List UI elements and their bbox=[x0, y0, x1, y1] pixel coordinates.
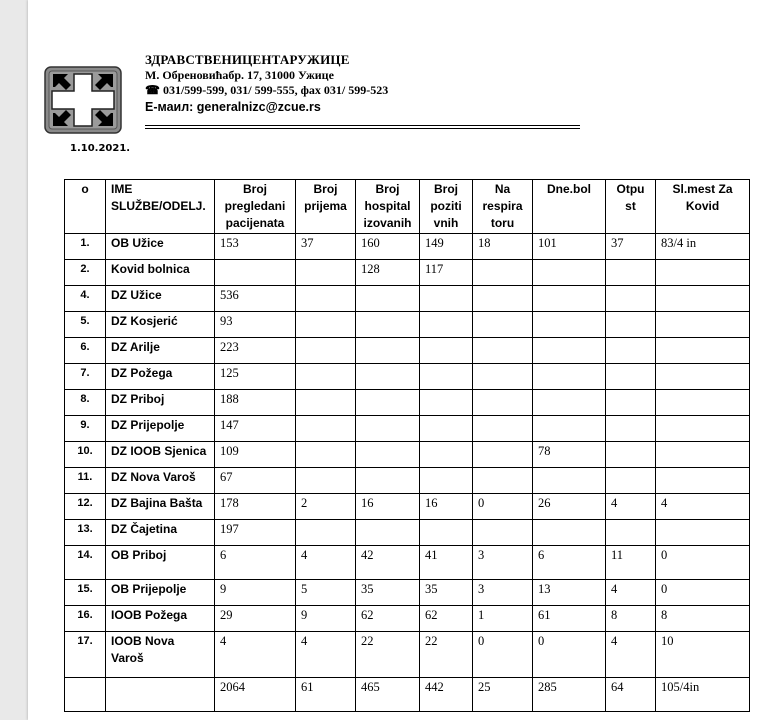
cell-hospitalizovanih: 22 bbox=[356, 632, 420, 678]
cell-no: 2. bbox=[65, 260, 106, 286]
cell-pozitivnih: 117 bbox=[420, 260, 473, 286]
cell-hospitalizovanih bbox=[356, 312, 420, 338]
cell-hospitalizovanih bbox=[356, 338, 420, 364]
cell-slmest: 4 bbox=[656, 494, 750, 520]
cell-hospitalizovanih bbox=[356, 442, 420, 468]
table-row bbox=[65, 632, 750, 678]
cell-pozitivnih bbox=[420, 286, 473, 312]
cell-no: 7. bbox=[65, 364, 106, 390]
cell-dnebol bbox=[533, 390, 606, 416]
cell-pozitivnih: 442 bbox=[420, 678, 473, 712]
cell-name: IOOB Nova Varoš bbox=[106, 632, 215, 678]
cell-pregledani: 6 bbox=[215, 546, 296, 580]
cell-hospitalizovanih bbox=[356, 416, 420, 442]
cell-dnebol bbox=[533, 468, 606, 494]
cell-pozitivnih bbox=[420, 468, 473, 494]
cell-dnebol bbox=[533, 312, 606, 338]
cell-hospitalizovanih bbox=[356, 520, 420, 546]
cell-slmest bbox=[656, 390, 750, 416]
cell-pozitivnih bbox=[420, 520, 473, 546]
col-header-no: o bbox=[65, 180, 106, 234]
cell-respirator bbox=[473, 312, 533, 338]
cell-respirator: 3 bbox=[473, 580, 533, 606]
report-table bbox=[64, 179, 750, 712]
col-header-dnebol: Dne.bol bbox=[533, 180, 606, 234]
cell-dnebol: 0 bbox=[533, 632, 606, 678]
table-row bbox=[65, 580, 750, 606]
cell-pozitivnih: 16 bbox=[420, 494, 473, 520]
cell-pozitivnih bbox=[420, 312, 473, 338]
cell-pregledani: 109 bbox=[215, 442, 296, 468]
cell-no: 17. bbox=[65, 632, 106, 678]
cell-otpust bbox=[606, 338, 656, 364]
cell-otpust bbox=[606, 260, 656, 286]
cell-name: DZ Priboj bbox=[106, 390, 215, 416]
cell-pregledani: 67 bbox=[215, 468, 296, 494]
table-row bbox=[65, 390, 750, 416]
cell-prijema: 2 bbox=[296, 494, 356, 520]
cell-name: DZ Bajina Bašta bbox=[106, 494, 215, 520]
cell-respirator: 0 bbox=[473, 632, 533, 678]
cell-respirator bbox=[473, 364, 533, 390]
cell-no: 11. bbox=[65, 468, 106, 494]
cell-name: DZ Prijepolje bbox=[106, 416, 215, 442]
table-row bbox=[65, 442, 750, 468]
document-page bbox=[28, 0, 765, 720]
cell-prijema bbox=[296, 390, 356, 416]
cell-name: OB Priboj bbox=[106, 546, 215, 580]
col-header-hospitalizovanih: Broj hospital izovanih bbox=[356, 180, 420, 234]
cell-respirator bbox=[473, 286, 533, 312]
institution-phone: ☎ 031/599-599, 031/ 599-555, фах 031/ 599-523 bbox=[145, 83, 389, 97]
cell-respirator: 1 bbox=[473, 606, 533, 632]
cell-respirator bbox=[473, 260, 533, 286]
cell-pregledani: 93 bbox=[215, 312, 296, 338]
cell-pregledani: 147 bbox=[215, 416, 296, 442]
cell-hospitalizovanih: 16 bbox=[356, 494, 420, 520]
cell-otpust bbox=[606, 442, 656, 468]
cell-slmest bbox=[656, 260, 750, 286]
cell-name: DZ Arilje bbox=[106, 338, 215, 364]
cell-slmest: 83/4 in bbox=[656, 234, 750, 260]
cell-hospitalizovanih: 465 bbox=[356, 678, 420, 712]
cell-pregledani bbox=[215, 260, 296, 286]
cell-dnebol bbox=[533, 364, 606, 390]
cell-dnebol bbox=[533, 260, 606, 286]
cell-pozitivnih: 41 bbox=[420, 546, 473, 580]
medical-cross-arrows-logo bbox=[44, 66, 122, 134]
cell-name: DZ Požega bbox=[106, 364, 215, 390]
cell-otpust bbox=[606, 364, 656, 390]
table-row bbox=[65, 286, 750, 312]
table-row bbox=[65, 364, 750, 390]
col-header-slmest: Sl.mest Za Kovid bbox=[656, 180, 750, 234]
cell-otpust bbox=[606, 390, 656, 416]
institution-name: ЗДРАВСТВЕНИЦЕНТАРУЖИЦЕ bbox=[145, 52, 350, 67]
cell-hospitalizovanih: 35 bbox=[356, 580, 420, 606]
cell-pozitivnih bbox=[420, 390, 473, 416]
cell-no: 1. bbox=[65, 234, 106, 260]
cell-slmest bbox=[656, 468, 750, 494]
cell-pozitivnih: 62 bbox=[420, 606, 473, 632]
cell-prijema: 9 bbox=[296, 606, 356, 632]
cell-prijema bbox=[296, 364, 356, 390]
cell-slmest bbox=[656, 520, 750, 546]
table-body bbox=[65, 234, 750, 712]
cell-prijema: 5 bbox=[296, 580, 356, 606]
cell-slmest bbox=[656, 312, 750, 338]
cell-slmest: 105/4in bbox=[656, 678, 750, 712]
cell-hospitalizovanih bbox=[356, 390, 420, 416]
table-row bbox=[65, 338, 750, 364]
cell-respirator bbox=[473, 520, 533, 546]
col-header-prijema: Broj prijema bbox=[296, 180, 356, 234]
cell-dnebol: 78 bbox=[533, 442, 606, 468]
cell-slmest: 8 bbox=[656, 606, 750, 632]
table-row bbox=[65, 468, 750, 494]
col-header-otpust: Otpu st bbox=[606, 180, 656, 234]
header-rule-bottom bbox=[145, 128, 580, 129]
cell-name bbox=[106, 678, 215, 712]
cell-no: 14. bbox=[65, 546, 106, 580]
col-header-pozitivnih: Broj poziti vnih bbox=[420, 180, 473, 234]
cell-dnebol: 285 bbox=[533, 678, 606, 712]
cell-pozitivnih: 35 bbox=[420, 580, 473, 606]
cell-dnebol: 61 bbox=[533, 606, 606, 632]
cell-otpust: 4 bbox=[606, 494, 656, 520]
cell-slmest: 10 bbox=[656, 632, 750, 678]
cell-name: OB Užice bbox=[106, 234, 215, 260]
cell-prijema: 4 bbox=[296, 546, 356, 580]
cell-pregledani: 223 bbox=[215, 338, 296, 364]
table-row bbox=[65, 546, 750, 580]
cell-pregledani: 29 bbox=[215, 606, 296, 632]
cell-dnebol bbox=[533, 286, 606, 312]
cell-respirator: 25 bbox=[473, 678, 533, 712]
cell-name: Kovid bolnica bbox=[106, 260, 215, 286]
cell-prijema: 37 bbox=[296, 234, 356, 260]
cell-pozitivnih: 149 bbox=[420, 234, 473, 260]
cell-hospitalizovanih: 160 bbox=[356, 234, 420, 260]
cell-hospitalizovanih bbox=[356, 468, 420, 494]
cell-prijema bbox=[296, 312, 356, 338]
cell-no: 5. bbox=[65, 312, 106, 338]
cell-slmest bbox=[656, 338, 750, 364]
cell-respirator bbox=[473, 416, 533, 442]
cell-prijema bbox=[296, 442, 356, 468]
cell-hospitalizovanih: 62 bbox=[356, 606, 420, 632]
cell-pozitivnih bbox=[420, 338, 473, 364]
cell-pozitivnih bbox=[420, 416, 473, 442]
cell-prijema: 61 bbox=[296, 678, 356, 712]
institution-email: Е-маил: generalnizc@zcue.rs bbox=[145, 100, 321, 114]
table-row bbox=[65, 312, 750, 338]
cell-otpust bbox=[606, 416, 656, 442]
cell-name: DZ Čajetina bbox=[106, 520, 215, 546]
institution-header bbox=[145, 52, 605, 116]
cell-otpust bbox=[606, 312, 656, 338]
header-rule-top bbox=[145, 125, 580, 126]
cell-pregledani: 9 bbox=[215, 580, 296, 606]
cell-pozitivnih bbox=[420, 364, 473, 390]
cell-no bbox=[65, 678, 106, 712]
cell-otpust bbox=[606, 520, 656, 546]
cell-name: OB Prijepolje bbox=[106, 580, 215, 606]
cell-name: DZ IOOB Sjenica bbox=[106, 442, 215, 468]
cell-slmest: 0 bbox=[656, 580, 750, 606]
cell-slmest bbox=[656, 416, 750, 442]
cell-pregledani: 197 bbox=[215, 520, 296, 546]
cell-pregledani: 178 bbox=[215, 494, 296, 520]
cell-otpust bbox=[606, 286, 656, 312]
col-header-name: IME SLUŽBE/ODELJ. bbox=[106, 180, 215, 234]
cell-prijema bbox=[296, 468, 356, 494]
cell-respirator: 18 bbox=[473, 234, 533, 260]
cell-respirator bbox=[473, 390, 533, 416]
cell-dnebol: 13 bbox=[533, 580, 606, 606]
cell-otpust: 4 bbox=[606, 580, 656, 606]
cell-prijema bbox=[296, 260, 356, 286]
cell-name: IOOB Požega bbox=[106, 606, 215, 632]
cell-dnebol bbox=[533, 338, 606, 364]
cell-dnebol: 101 bbox=[533, 234, 606, 260]
cell-pregledani: 153 bbox=[215, 234, 296, 260]
cell-prijema bbox=[296, 416, 356, 442]
totals-row bbox=[65, 678, 750, 712]
cell-pregledani: 188 bbox=[215, 390, 296, 416]
cell-pregledani: 125 bbox=[215, 364, 296, 390]
cell-pregledani: 4 bbox=[215, 632, 296, 678]
cell-dnebol bbox=[533, 416, 606, 442]
cell-dnebol: 26 bbox=[533, 494, 606, 520]
cell-name: DZ Kosjerić bbox=[106, 312, 215, 338]
table-row bbox=[65, 234, 750, 260]
cell-otpust bbox=[606, 468, 656, 494]
cell-slmest bbox=[656, 286, 750, 312]
cell-prijema bbox=[296, 338, 356, 364]
cell-pozitivnih bbox=[420, 442, 473, 468]
cell-slmest: 0 bbox=[656, 546, 750, 580]
cell-name: DZ Nova Varoš bbox=[106, 468, 215, 494]
cell-no: 13. bbox=[65, 520, 106, 546]
cell-no: 4. bbox=[65, 286, 106, 312]
cell-respirator: 0 bbox=[473, 494, 533, 520]
cell-prijema bbox=[296, 520, 356, 546]
cell-name: DZ Užice bbox=[106, 286, 215, 312]
table-row bbox=[65, 494, 750, 520]
cell-no: 15. bbox=[65, 580, 106, 606]
cell-hospitalizovanih: 42 bbox=[356, 546, 420, 580]
cell-respirator bbox=[473, 442, 533, 468]
col-header-respirator: Na respira toru bbox=[473, 180, 533, 234]
cell-hospitalizovanih: 128 bbox=[356, 260, 420, 286]
col-header-pregledani: Broj pregledani pacijenata bbox=[215, 180, 296, 234]
table-row bbox=[65, 520, 750, 546]
cell-no: 10. bbox=[65, 442, 106, 468]
table-row bbox=[65, 260, 750, 286]
cell-slmest bbox=[656, 442, 750, 468]
table-row bbox=[65, 606, 750, 632]
cell-respirator bbox=[473, 468, 533, 494]
cell-hospitalizovanih bbox=[356, 286, 420, 312]
report-date: 1.10.2021. bbox=[70, 143, 131, 154]
cell-otpust: 37 bbox=[606, 234, 656, 260]
cell-no: 16. bbox=[65, 606, 106, 632]
table-header-row bbox=[65, 180, 750, 234]
cell-otpust: 11 bbox=[606, 546, 656, 580]
cell-otpust: 8 bbox=[606, 606, 656, 632]
cell-no: 8. bbox=[65, 390, 106, 416]
cell-respirator bbox=[473, 338, 533, 364]
cell-dnebol bbox=[533, 520, 606, 546]
cell-hospitalizovanih bbox=[356, 364, 420, 390]
cell-otpust: 4 bbox=[606, 632, 656, 678]
institution-address: М. Обреновићабр. 17, 31000 Ужице bbox=[145, 68, 334, 82]
cell-dnebol: 6 bbox=[533, 546, 606, 580]
cell-no: 12. bbox=[65, 494, 106, 520]
cell-prijema bbox=[296, 286, 356, 312]
cell-otpust: 64 bbox=[606, 678, 656, 712]
cell-slmest bbox=[656, 364, 750, 390]
table-row bbox=[65, 416, 750, 442]
cell-pregledani: 536 bbox=[215, 286, 296, 312]
cell-no: 9. bbox=[65, 416, 106, 442]
cell-respirator: 3 bbox=[473, 546, 533, 580]
cell-pregledani: 2064 bbox=[215, 678, 296, 712]
cell-no: 6. bbox=[65, 338, 106, 364]
cell-pozitivnih: 22 bbox=[420, 632, 473, 678]
cell-prijema: 4 bbox=[296, 632, 356, 678]
